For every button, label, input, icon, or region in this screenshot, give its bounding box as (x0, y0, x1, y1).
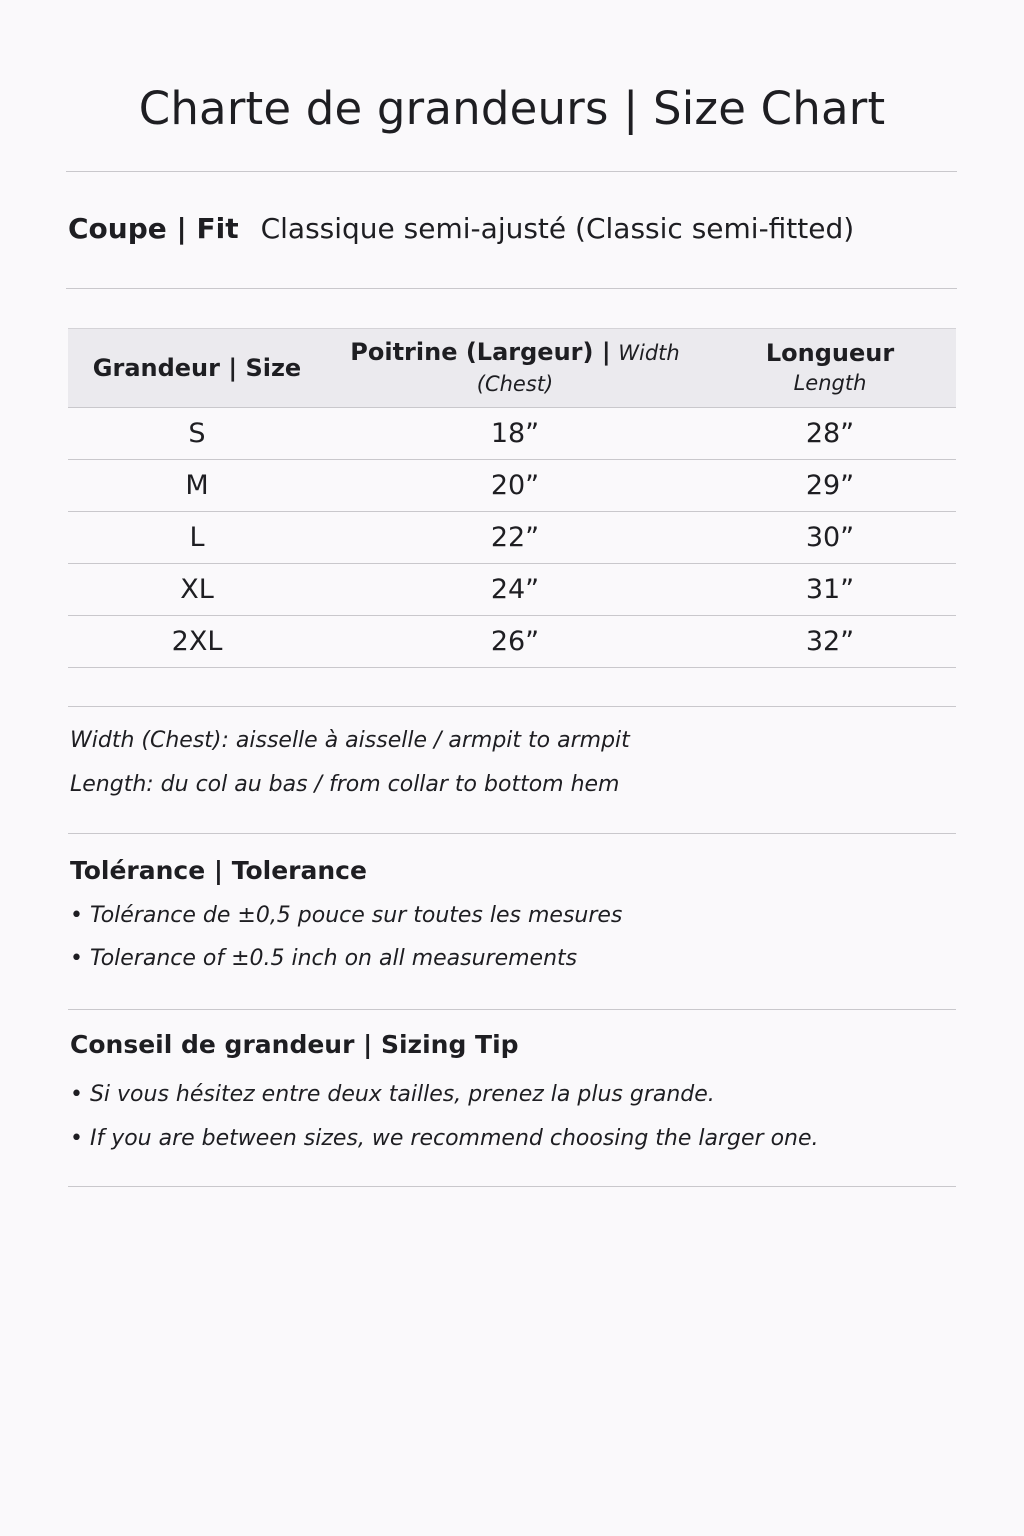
table-row (68, 564, 956, 616)
header-chest-fr: Poitrine (Largeur) | (350, 338, 611, 366)
note-length: Length: du col au bas / from collar to bottom hem (70, 772, 620, 797)
cell-chest: 22” (326, 512, 704, 564)
tolerance-title: Tolérance | Tolerance (70, 856, 367, 885)
fit-row (68, 212, 854, 245)
table-row (68, 460, 956, 512)
table-row (68, 408, 956, 460)
header-length-fr: Longueur (765, 339, 895, 367)
cell-size: M (68, 460, 326, 512)
tip-item: • Si vous hésitez entre deux tailles, prenez la plus grande. (70, 1082, 715, 1107)
cell-length: 28” (704, 408, 956, 460)
cell-size: S (68, 408, 326, 460)
header-size-label: Grandeur | Size (92, 354, 302, 382)
table-header-row (68, 329, 956, 408)
tolerance-item: • Tolerance of ±0.5 inch on all measurements (70, 946, 578, 971)
table-row (68, 616, 956, 668)
tip-title: Conseil de grandeur | Sizing Tip (70, 1030, 519, 1059)
header-length (704, 329, 956, 408)
cell-chest: 20” (326, 460, 704, 512)
cell-chest: 24” (326, 564, 704, 616)
header-size (68, 329, 326, 408)
cell-length: 30” (704, 512, 956, 564)
cell-length: 29” (704, 460, 956, 512)
note-width: Width (Chest): aisselle à aisselle / armpit to armpit (70, 728, 630, 753)
header-chest-en: Width (Chest) (476, 341, 680, 396)
tip-item: • If you are between sizes, we recommend choosing the larger one. (70, 1126, 819, 1151)
divider (68, 1186, 956, 1187)
fit-label: Coupe | Fit (68, 212, 239, 245)
divider (68, 706, 956, 707)
cell-length: 31” (704, 564, 956, 616)
table-row (68, 512, 956, 564)
fit-value: Classique semi-ajusté (Classic semi-fitted) (260, 212, 855, 245)
cell-chest: 26” (326, 616, 704, 668)
divider (66, 171, 957, 172)
divider (68, 833, 956, 834)
cell-size: L (68, 512, 326, 564)
cell-chest: 18” (326, 408, 704, 460)
tolerance-item: • Tolérance de ±0,5 pouce sur toutes les mesures (70, 903, 623, 928)
header-length-en: Length (793, 371, 867, 395)
cell-size: 2XL (68, 616, 326, 668)
header-chest (326, 329, 704, 408)
divider (66, 288, 957, 289)
divider (68, 1009, 956, 1010)
size-table (68, 328, 956, 668)
cell-size: XL (68, 564, 326, 616)
cell-length: 32” (704, 616, 956, 668)
page-title: Charte de grandeurs | Size Chart (138, 82, 886, 135)
